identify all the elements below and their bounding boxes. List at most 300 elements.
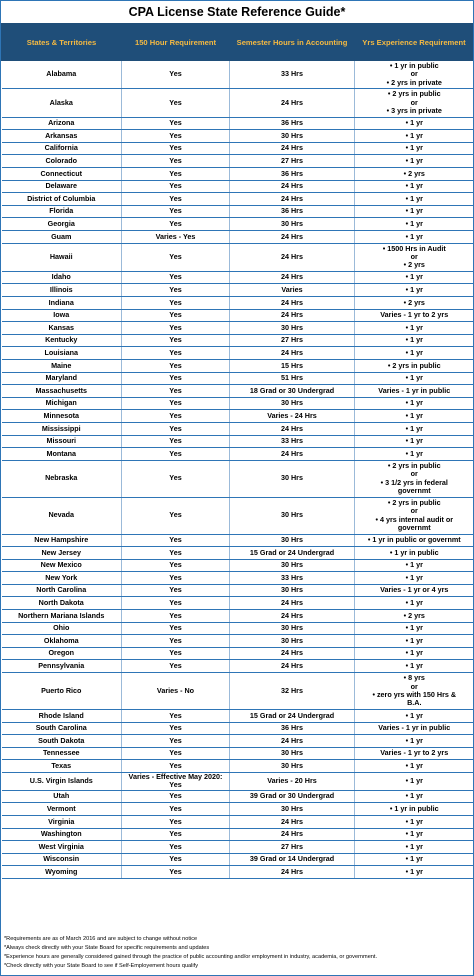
footnote: *Experience hours are generally considered gained through the practice of public accounting and/or employment in industry, academia, or government.	[4, 954, 378, 960]
semester-hours-cell: 24 Hrs	[230, 230, 355, 243]
state-cell: Washington	[2, 828, 122, 841]
experience-cell	[355, 610, 474, 623]
semester-hours-cell: 27 Hrs	[230, 334, 355, 347]
state-cell: New Hampshire	[2, 534, 122, 547]
requirement-cell: Yes	[122, 309, 230, 322]
experience-line: • 1 yr	[405, 398, 423, 408]
state-cell: Arkansas	[2, 130, 122, 143]
experience-cell	[355, 167, 474, 180]
requirement-cell: Yes	[122, 347, 230, 360]
footnote: *Always check directly with your State Board for specific requirements and updates	[4, 945, 210, 951]
experience-line: • 2 yrs in public	[387, 460, 441, 470]
state-cell: Vermont	[2, 803, 122, 816]
table-row	[2, 422, 474, 435]
table-row	[2, 760, 474, 773]
requirement-cell: Yes	[122, 117, 230, 130]
semester-hours-cell: 36 Hrs	[230, 205, 355, 218]
table-row	[2, 747, 474, 760]
reference-table	[1, 23, 474, 879]
table-row	[2, 347, 474, 360]
table-row	[2, 660, 474, 673]
experience-cell	[355, 193, 474, 206]
experience-cell	[355, 866, 474, 879]
requirement-cell: Yes	[122, 372, 230, 385]
experience-cell	[355, 61, 474, 89]
experience-line: • 1 yr	[405, 218, 423, 228]
state-cell: Maine	[2, 359, 122, 372]
requirement-cell: Yes	[122, 155, 230, 168]
state-cell: Arizona	[2, 117, 122, 130]
table-row	[2, 622, 474, 635]
experience-line: or	[410, 251, 418, 261]
header-row	[2, 24, 474, 61]
semester-hours-cell: 30 Hrs	[230, 747, 355, 760]
state-cell: Northern Mariana Islands	[2, 610, 122, 623]
state-cell: Kansas	[2, 322, 122, 335]
requirement-cell: Yes	[122, 193, 230, 206]
semester-hours-cell: 18 Grad or 30 Undergrad	[230, 385, 355, 398]
requirement-cell: Yes	[122, 572, 230, 585]
experience-line: governmt	[397, 522, 431, 532]
state-cell: Michigan	[2, 397, 122, 410]
experience-cell	[355, 547, 474, 560]
requirement-cell: Yes	[122, 435, 230, 448]
semester-hours-cell: 27 Hrs	[230, 155, 355, 168]
experience-line: or	[410, 469, 418, 479]
footnote: *Requirements are as of March 2016 and are subject to change without notice	[4, 936, 198, 942]
requirement-cell: Yes	[122, 853, 230, 866]
table-row	[2, 89, 474, 117]
requirement-cell: Yes	[122, 866, 230, 879]
state-cell: Delaware	[2, 180, 122, 193]
page-title: CPA License State Reference Guide*	[128, 5, 346, 19]
experience-line: • 2 yrs in public	[387, 360, 441, 370]
experience-cell	[355, 709, 474, 722]
experience-line: • 1 yr	[405, 347, 423, 357]
experience-cell	[355, 572, 474, 585]
experience-line: or	[410, 506, 418, 516]
state-cell: Iowa	[2, 309, 122, 322]
semester-hours-cell: 15 Hrs	[230, 359, 355, 372]
semester-hours-cell: 39 Grad or 30 Undergrad	[230, 790, 355, 803]
requirement-cell: Yes	[122, 218, 230, 231]
semester-hours-cell: 24 Hrs	[230, 271, 355, 284]
requirement-cell: Yes	[122, 622, 230, 635]
state-cell: Massachusetts	[2, 385, 122, 398]
requirement-cell: Yes	[122, 497, 230, 534]
experience-line: • 1 yr in public	[389, 803, 439, 813]
experience-cell	[355, 205, 474, 218]
experience-line: Varies - 1 yr or 4 yrs	[380, 585, 449, 595]
semester-hours-cell: 36 Hrs	[230, 722, 355, 735]
experience-line: Varies - 1 yr to 2 yrs	[380, 310, 449, 320]
requirement-cell: Yes	[122, 410, 230, 423]
experience-line: • 1 yr	[405, 410, 423, 420]
semester-hours-cell: 33 Hrs	[230, 61, 355, 89]
semester-hours-cell: 24 Hrs	[230, 735, 355, 748]
table-row	[2, 117, 474, 130]
table-row	[2, 815, 474, 828]
footnote: *Check directly with your State Board to see if Self-Employement hours qualify	[4, 963, 199, 969]
experience-cell	[355, 760, 474, 773]
semester-hours-cell: Varies - 20 Hrs	[230, 772, 355, 790]
experience-cell	[355, 841, 474, 854]
table-row	[2, 647, 474, 660]
table-row	[2, 790, 474, 803]
experience-cell	[355, 397, 474, 410]
experience-line: • 1 yr	[405, 206, 423, 216]
state-cell: Nebraska	[2, 460, 122, 497]
table-row	[2, 803, 474, 816]
semester-hours-cell: 24 Hrs	[230, 448, 355, 461]
requirement-cell: Yes	[122, 297, 230, 310]
state-cell: Alabama	[2, 61, 122, 89]
experience-line: • 4 yrs internal audit or	[375, 514, 454, 524]
requirement-cell: Yes	[122, 815, 230, 828]
requirement-cell: Yes	[122, 142, 230, 155]
experience-cell	[355, 722, 474, 735]
experience-cell	[355, 660, 474, 673]
state-cell: Colorado	[2, 155, 122, 168]
requirement-cell: Yes	[122, 271, 230, 284]
state-cell: Kentucky	[2, 334, 122, 347]
table-row	[2, 230, 474, 243]
table-row	[2, 385, 474, 398]
experience-line: • 2 yrs in public	[387, 89, 441, 99]
requirement-cell: Varies - Effective May 2020: Yes	[122, 772, 230, 790]
table-row	[2, 497, 474, 534]
experience-line: • 1 yr	[405, 829, 423, 839]
table-row	[2, 155, 474, 168]
experience-line: • 1 yr	[405, 661, 423, 671]
state-cell: South Dakota	[2, 735, 122, 748]
table-row	[2, 559, 474, 572]
table-row	[2, 193, 474, 206]
state-cell: Maryland	[2, 372, 122, 385]
experience-line: • 1 yr	[405, 423, 423, 433]
semester-hours-cell: 36 Hrs	[230, 117, 355, 130]
experience-cell	[355, 130, 474, 143]
experience-cell	[355, 243, 474, 271]
state-cell: Wyoming	[2, 866, 122, 879]
experience-cell	[355, 435, 474, 448]
experience-cell	[355, 622, 474, 635]
experience-line: • 2 yrs	[403, 260, 425, 270]
experience-line: • 1 yr	[405, 623, 423, 633]
requirement-cell: Yes	[122, 735, 230, 748]
experience-cell	[355, 359, 474, 372]
state-cell: Idaho	[2, 271, 122, 284]
requirement-cell: Yes	[122, 597, 230, 610]
semester-hours-cell: 24 Hrs	[230, 866, 355, 879]
state-cell: Wisconsin	[2, 853, 122, 866]
semester-hours-cell: 30 Hrs	[230, 130, 355, 143]
state-cell: Tennessee	[2, 747, 122, 760]
experience-cell	[355, 747, 474, 760]
experience-line: • 1 yr in public	[389, 547, 439, 557]
experience-line: • 1 yr	[405, 193, 423, 203]
state-cell: North Carolina	[2, 584, 122, 597]
state-cell: Guam	[2, 230, 122, 243]
table-row	[2, 772, 474, 790]
semester-hours-cell: 24 Hrs	[230, 422, 355, 435]
experience-cell	[355, 422, 474, 435]
experience-line: • 1 yr in public	[389, 61, 439, 71]
experience-cell	[355, 815, 474, 828]
table-row	[2, 271, 474, 284]
requirement-cell: Varies - No	[122, 673, 230, 710]
experience-line: • 3 1/2 yrs in federal	[380, 477, 448, 487]
state-cell: Hawaii	[2, 243, 122, 271]
experience-line: Varies - 1 yr to 2 yrs	[380, 748, 449, 758]
state-cell: Rhode Island	[2, 709, 122, 722]
state-cell: Louisiana	[2, 347, 122, 360]
experience-cell	[355, 410, 474, 423]
requirement-cell: Yes	[122, 747, 230, 760]
experience-line: • 1 yr	[405, 760, 423, 770]
requirement-cell: Yes	[122, 760, 230, 773]
state-cell: Virginia	[2, 815, 122, 828]
experience-cell	[355, 559, 474, 572]
table-row	[2, 130, 474, 143]
state-cell: Texas	[2, 760, 122, 773]
table-row	[2, 372, 474, 385]
experience-line: • 1 yr	[405, 648, 423, 658]
experience-cell	[355, 322, 474, 335]
state-cell: Missouri	[2, 435, 122, 448]
experience-line: • 1 yr	[405, 448, 423, 458]
table-row	[2, 297, 474, 310]
semester-hours-cell: Varies	[230, 284, 355, 297]
experience-cell	[355, 218, 474, 231]
state-cell: Minnesota	[2, 410, 122, 423]
semester-hours-cell: 24 Hrs	[230, 243, 355, 271]
state-cell: Alaska	[2, 89, 122, 117]
semester-hours-cell: 30 Hrs	[230, 559, 355, 572]
experience-cell	[355, 635, 474, 648]
state-cell: Ohio	[2, 622, 122, 635]
table-body	[2, 61, 474, 879]
experience-cell	[355, 735, 474, 748]
table-row	[2, 359, 474, 372]
experience-line: • 1 yr	[405, 560, 423, 570]
experience-cell	[355, 180, 474, 193]
requirement-cell: Yes	[122, 359, 230, 372]
experience-line: • 1 yr	[405, 272, 423, 282]
table-row	[2, 547, 474, 560]
state-cell: Nevada	[2, 497, 122, 534]
requirement-cell: Yes	[122, 385, 230, 398]
requirement-cell: Yes	[122, 89, 230, 117]
table-row	[2, 334, 474, 347]
semester-hours-cell: 30 Hrs	[230, 460, 355, 497]
semester-hours-cell: 30 Hrs	[230, 534, 355, 547]
semester-hours-cell: 36 Hrs	[230, 167, 355, 180]
semester-hours-cell: 24 Hrs	[230, 347, 355, 360]
experience-line: • 1 yr	[405, 735, 423, 745]
experience-line: • 1 yr	[405, 816, 423, 826]
experience-cell	[355, 597, 474, 610]
experience-line: • 1 yr	[405, 436, 423, 446]
semester-hours-cell: 24 Hrs	[230, 89, 355, 117]
experience-cell	[355, 117, 474, 130]
semester-hours-cell: 24 Hrs	[230, 297, 355, 310]
semester-hours-cell: 24 Hrs	[230, 597, 355, 610]
experience-line: • 1 yr	[405, 635, 423, 645]
semester-hours-cell: 27 Hrs	[230, 841, 355, 854]
state-cell: Utah	[2, 790, 122, 803]
experience-line: • 1 yr	[405, 143, 423, 153]
semester-hours-cell: 24 Hrs	[230, 193, 355, 206]
experience-line: governmt	[397, 486, 431, 496]
state-cell: Oklahoma	[2, 635, 122, 648]
semester-hours-cell: 30 Hrs	[230, 397, 355, 410]
requirement-cell: Yes	[122, 205, 230, 218]
requirement-cell: Yes	[122, 334, 230, 347]
requirement-cell: Yes	[122, 397, 230, 410]
state-cell: U.S. Virgin Islands	[2, 772, 122, 790]
table-row	[2, 610, 474, 623]
table-row	[2, 460, 474, 497]
semester-hours-cell: 30 Hrs	[230, 760, 355, 773]
requirement-cell: Yes	[122, 647, 230, 660]
experience-cell	[355, 460, 474, 497]
table-row	[2, 572, 474, 585]
experience-line: or	[410, 681, 418, 691]
state-cell: North Dakota	[2, 597, 122, 610]
table-row	[2, 853, 474, 866]
experience-cell	[355, 385, 474, 398]
experience-cell	[355, 89, 474, 117]
experience-cell	[355, 534, 474, 547]
semester-hours-cell: 33 Hrs	[230, 435, 355, 448]
experience-line: B.A.	[407, 698, 422, 708]
requirement-cell: Yes	[122, 660, 230, 673]
experience-line: • 1 yr	[405, 130, 423, 140]
table-row	[2, 205, 474, 218]
semester-hours-cell: 32 Hrs	[230, 673, 355, 710]
experience-line: • 1 yr	[405, 155, 423, 165]
semester-hours-cell: 24 Hrs	[230, 180, 355, 193]
experience-cell	[355, 372, 474, 385]
experience-line: • 1 yr	[405, 866, 423, 876]
requirement-cell: Yes	[122, 460, 230, 497]
experience-line: Varies - 1 yr in public	[378, 723, 451, 733]
table-row	[2, 410, 474, 423]
table-row	[2, 866, 474, 879]
requirement-cell: Yes	[122, 448, 230, 461]
column-header-semester-hours: Semester Hours in Accounting	[230, 24, 355, 61]
requirement-cell: Yes	[122, 803, 230, 816]
footnotes	[4, 935, 470, 971]
table-row	[2, 735, 474, 748]
requirement-cell: Yes	[122, 547, 230, 560]
requirement-cell: Yes	[122, 841, 230, 854]
requirement-cell: Yes	[122, 180, 230, 193]
experience-cell	[355, 271, 474, 284]
requirement-cell: Yes	[122, 635, 230, 648]
table-row	[2, 284, 474, 297]
semester-hours-cell: 30 Hrs	[230, 584, 355, 597]
experience-cell	[355, 647, 474, 660]
experience-line: • 1 yr	[405, 791, 423, 801]
semester-hours-cell: 24 Hrs	[230, 660, 355, 673]
table-row	[2, 448, 474, 461]
semester-hours-cell: 24 Hrs	[230, 815, 355, 828]
experience-line: • 3 yrs in private	[386, 106, 442, 116]
experience-line: • 2 yrs	[403, 168, 425, 178]
state-cell: Pennsylvania	[2, 660, 122, 673]
requirement-cell: Yes	[122, 584, 230, 597]
experience-cell	[355, 230, 474, 243]
column-header-experience: Yrs Experience Requirement	[355, 24, 474, 61]
experience-cell	[355, 584, 474, 597]
experience-cell	[355, 673, 474, 710]
table-row	[2, 218, 474, 231]
experience-line: • 1 yr	[405, 854, 423, 864]
semester-hours-cell: 30 Hrs	[230, 497, 355, 534]
experience-line: • 1 yr	[405, 841, 423, 851]
table-row	[2, 243, 474, 271]
state-cell: Indiana	[2, 297, 122, 310]
state-cell: Mississippi	[2, 422, 122, 435]
requirement-cell: Yes	[122, 828, 230, 841]
column-header-states: States & Territories	[2, 24, 122, 61]
requirement-cell: Yes	[122, 284, 230, 297]
semester-hours-cell: 30 Hrs	[230, 322, 355, 335]
experience-line: or	[410, 69, 418, 79]
state-cell: Georgia	[2, 218, 122, 231]
experience-cell	[355, 334, 474, 347]
experience-line: • 1 yr in public or governmt	[367, 535, 461, 545]
experience-line: • 1 yr	[405, 335, 423, 345]
semester-hours-cell: 15 Grad or 24 Undergrad	[230, 709, 355, 722]
experience-line: • 1 yr	[405, 118, 423, 128]
table-row	[2, 597, 474, 610]
state-cell: New Mexico	[2, 559, 122, 572]
experience-cell	[355, 497, 474, 534]
experience-line: Varies - 1 yr in public	[378, 385, 451, 395]
semester-hours-cell: Varies - 24 Hrs	[230, 410, 355, 423]
table-row	[2, 722, 474, 735]
table-row	[2, 709, 474, 722]
experience-line: • 2 yrs	[403, 297, 425, 307]
requirement-cell: Yes	[122, 167, 230, 180]
state-cell: South Carolina	[2, 722, 122, 735]
state-cell: District of Columbia	[2, 193, 122, 206]
semester-hours-cell: 39 Grad or 14 Undergrad	[230, 853, 355, 866]
requirement-cell: Yes	[122, 709, 230, 722]
experience-line: • 2 yrs in private	[386, 77, 442, 87]
experience-cell	[355, 297, 474, 310]
table-row	[2, 841, 474, 854]
semester-hours-cell: 24 Hrs	[230, 647, 355, 660]
semester-hours-cell: 51 Hrs	[230, 372, 355, 385]
table-row	[2, 180, 474, 193]
semester-hours-cell: 24 Hrs	[230, 610, 355, 623]
experience-cell	[355, 155, 474, 168]
experience-line: • 1 yr	[405, 285, 423, 295]
table-row	[2, 61, 474, 89]
experience-line: • 2 yrs	[403, 610, 425, 620]
table-row	[2, 167, 474, 180]
requirement-cell: Yes	[122, 534, 230, 547]
state-cell: West Virginia	[2, 841, 122, 854]
experience-line: • 2 yrs in public	[387, 497, 441, 507]
semester-hours-cell: 15 Grad or 24 Undergrad	[230, 547, 355, 560]
table-row	[2, 534, 474, 547]
experience-line: • 1 yr	[405, 322, 423, 332]
